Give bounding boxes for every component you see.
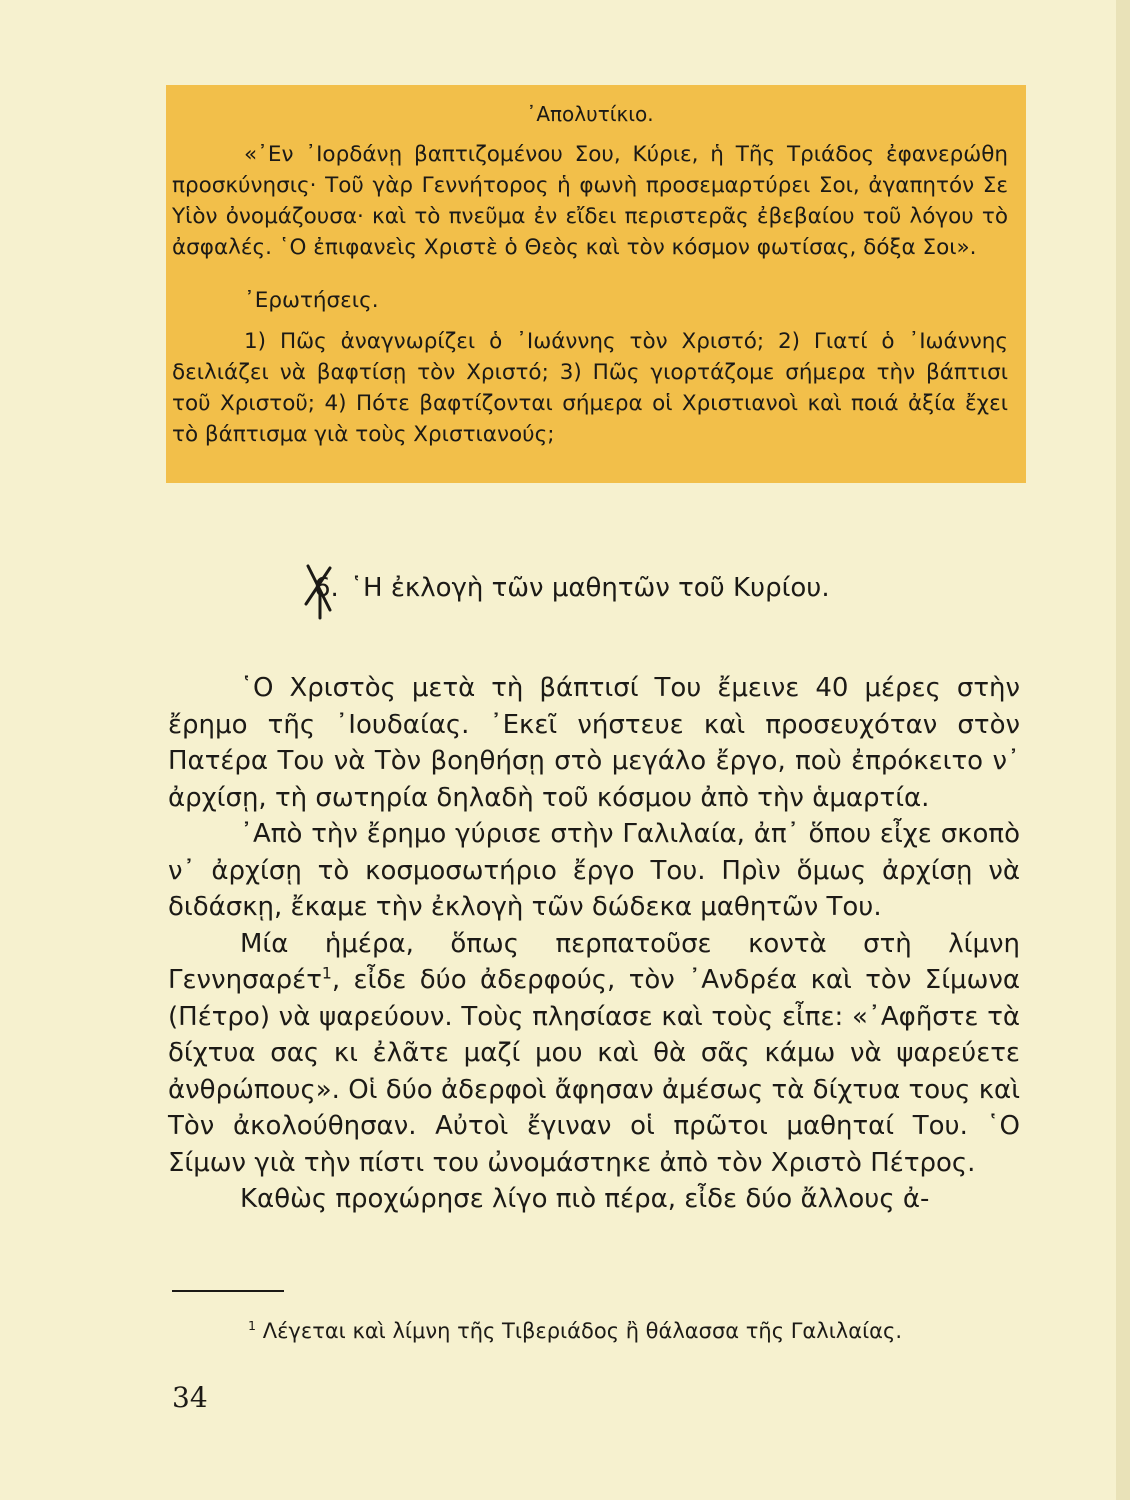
footnote-divider bbox=[172, 1290, 284, 1292]
body-text bbox=[168, 670, 1020, 1218]
paragraph-3-rest: , εἶδε δύο ἀδερφούς, τὸν ᾿Ανδρέα καὶ τὸν Σίμωνα (Πέτρο) νὰ ψαρεύουν. Τοὺς πλησίασε καὶ τοὺς εἶπε: «᾿Αφῆστε τὰ δίχτυα σας κι ἐλᾶτε μαζί μου καὶ θὰ σᾶς κάμω νὰ ψαρεύετε ἀνθρώπους». Οἱ δύο ἀδερφοὶ ἄφησαν ἀμέσως τὰ δίχτυα τους καὶ Τὸν ἀκολούθησαν. Αὐτοὶ ἔγιναν οἱ πρῶτοι μαθηταί Του. ῾Ο Σίμων γιὰ τὴν πίστι του ὠνομάστηκε ἀπὸ τὸν Χριστὸ Πέτρος. bbox=[168, 965, 1020, 1178]
footnote-reference: 1 bbox=[321, 964, 332, 983]
paragraph-4: Καθὼς προχώρησε λίγο πιὸ πέρα, εἶδε δύο ἄλλους ἀ- bbox=[240, 1184, 930, 1214]
page-edge bbox=[1116, 0, 1130, 1500]
section-heading bbox=[300, 560, 1000, 620]
apolytikio-hymn: «᾿Εν ᾿Ιορδάνῃ βαπτιζομένου Σου, Κύριε, ἡ Τῆς Τριάδος ἐφανερώθη προσκύνησις· Τοῦ γὰρ Γεννήτορος ἡ φωνὴ προσεμαρτύρει Σοι, ἀγαπητόν Σε Υἱὸν ὀνομάζουσα· καὶ τὸ πνεῦμα ἐν εἴδει περιστερᾶς ἐβεβαίου τοῦ λόγου τὸ ἀσφαλές. ῾Ο ἐπιφανεὶς Χριστὲ ὁ Θεὸς καὶ τὸν κόσμον φωτίσας, δόξα Σοι». bbox=[172, 142, 1008, 260]
section-number: 6. bbox=[314, 573, 339, 603]
paragraph-2: ᾿Απὸ τὴν ἔρημο γύρισε στὴν Γαλιλαία, ἀπ᾿ ὅπου εἶχε σκοπὸ ν᾿ ἀρχίσῃ τὸ κοσμοσωτήριο ἔργο Του. Πρὶν ὅμως ἀρχίσῃ νὰ διδάσκῃ, ἔκαμε τὴν ἐκλογὴ τῶν δώδεκα μαθητῶν Του. bbox=[168, 819, 1020, 922]
page-number: 34 bbox=[172, 1381, 208, 1414]
paragraph-3 bbox=[168, 926, 1020, 1182]
paragraph-1: ῾Ο Χριστὸς μετὰ τὴ βάπτισί Του ἔμεινε 40 μέρες στὴν ἔρημο τῆς ᾿Ιουδαίας. ᾿Εκεῖ νήστευε καὶ προσευχόταν στὸν Πατέρα Του νὰ Τὸν βοηθήσῃ στὸ μεγάλο ἔργο, ποὺ ἐπρόκειτο ν᾿ ἀρχίσῃ, τὴ σωτηρία δηλαδὴ τοῦ κόσμου ἀπὸ τὴν ἁμαρτία. bbox=[168, 673, 1020, 813]
highlight-box bbox=[166, 85, 1026, 483]
questions-title: ᾿Ερωτήσεις. bbox=[244, 288, 379, 313]
footnote-text: Λέγεται καὶ λίμνη τῆς Τιβεριάδος ἢ θάλασσα τῆς Γαλιλαίας. bbox=[262, 1319, 903, 1343]
paragraph-3-start: Μία ἡμέρα, ὅπως περπατοῦσε κοντὰ στὴ λίμνη Γεννησαρέτ bbox=[168, 928, 1020, 995]
apolytikio-title: ᾿Απολυτίκιο. bbox=[526, 102, 654, 126]
footnote bbox=[248, 1316, 902, 1346]
footnote-marker: 1 bbox=[248, 1318, 257, 1333]
questions-text: 1) Πῶς ἀναγνωρίζει ὁ ᾿Ιωάννης τὸν Χριστό; 2) Γιατί ὁ ᾿Ιωάννης δειλιάζει νὰ βαφτίσῃ τὸν Χριστό; 3) Πῶς γιορτάζομε σήμερα τὴν βάπτισι τοῦ Χριστοῦ; 4) Πότε βαφτίζονται σήμερα οἱ Χριστιανοὶ καὶ ποιά ἀξία ἔχει τὸ βάπτισμα γιὰ τοὺς Χριστιανούς; bbox=[172, 329, 1008, 447]
section-title: ῾Η ἐκλογὴ τῶν μαθητῶν τοῦ Κυρίου. bbox=[350, 573, 830, 603]
